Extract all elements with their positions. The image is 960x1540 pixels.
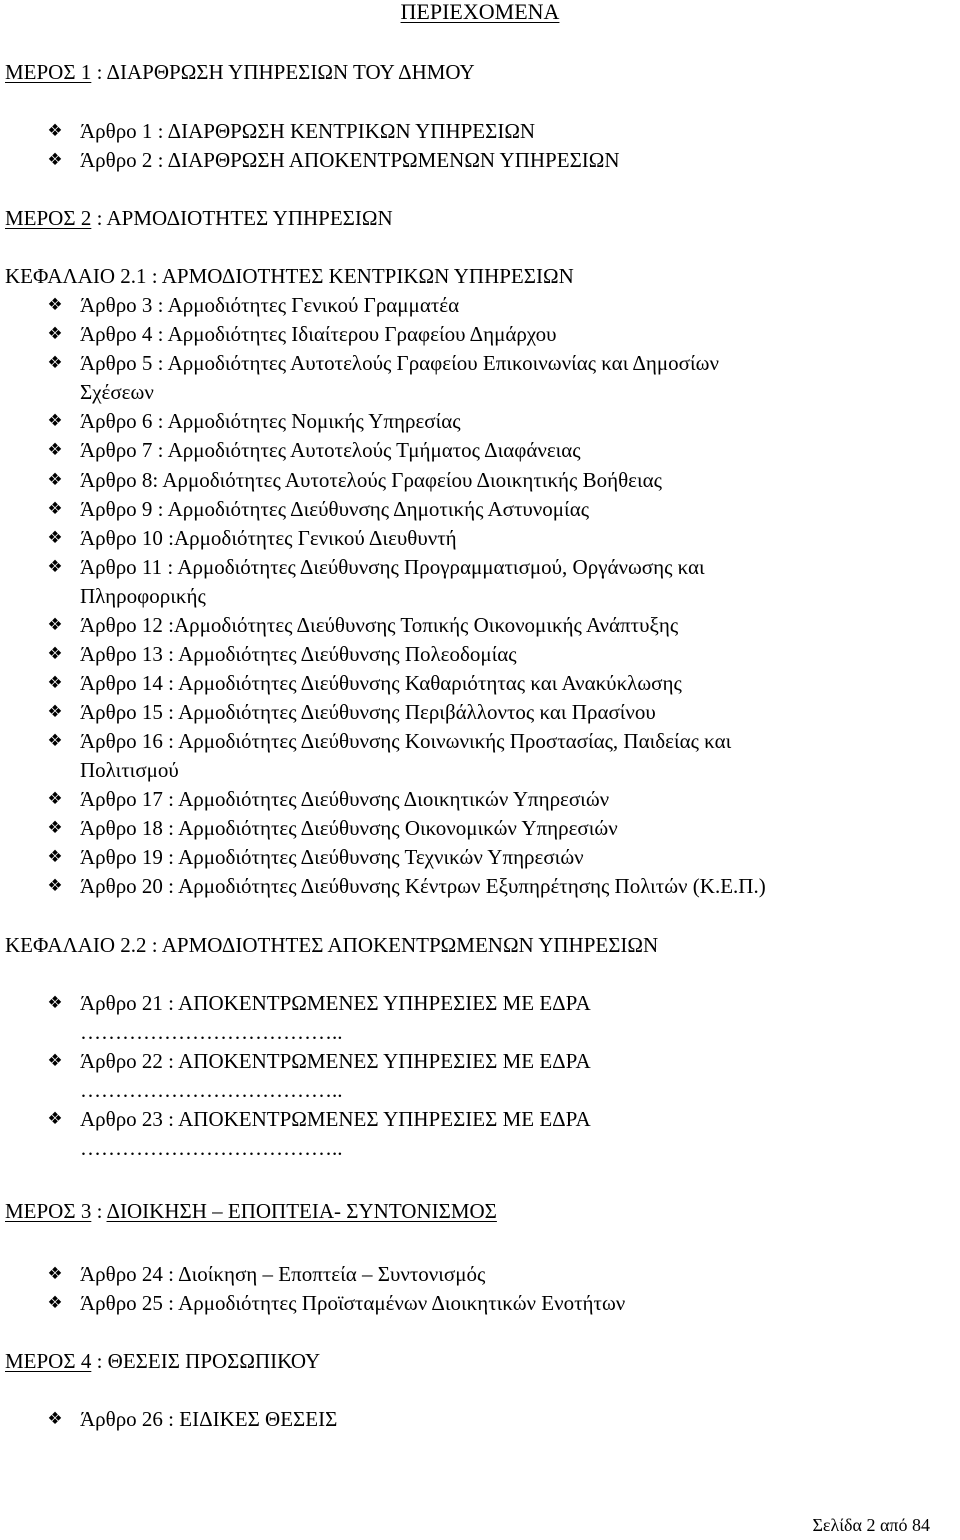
toc-entry-text: Άρθρο 19 : Αρμοδιότητες Διεύθυνσης Τεχνικών Υπηρεσιών (80, 845, 584, 869)
four-diamond-bullet-icon: ❖ (47, 324, 63, 344)
four-diamond-bullet-icon: ❖ (47, 702, 63, 722)
part-3-label: ΜΕΡΟΣ 3 (5, 1199, 92, 1223)
four-diamond-bullet-icon: ❖ (47, 295, 63, 315)
four-diamond-bullet-icon: ❖ (47, 1293, 63, 1313)
chapter-2-1-heading: ΚΕΦΑΛΑΙΟ 2.1 : ΑΡΜΟΔΙΟΤΗΤΕΣ ΚΕΝΤΡΙΚΩΝ ΥΠΗΡΕΣΙΩΝ (5, 264, 574, 288)
part-2-heading (5, 204, 393, 233)
four-diamond-bullet-icon: ❖ (47, 528, 63, 548)
part-2-title: : ΑΡΜΟΔΙΟΤΗΤΕΣ ΥΠΗΡΕΣΙΩΝ (91, 206, 393, 230)
toc-entry-text: Άρθρο 17 : Αρμοδιότητες Διεύθυνσης Διοικητικών Υπηρεσιών (80, 787, 610, 811)
toc-entry-text: Άρθρο 16 : Αρμοδιότητες Διεύθυνσης Κοινωνικής Προστασίας, Παιδείας και (80, 729, 732, 753)
toc-entry-leader-dots: ……………………………….. (80, 1078, 343, 1102)
toc-entry-text: Άρθρο 7 : Αρμοδιότητες Αυτοτελούς Τμήματος Διαφάνειας (80, 438, 581, 462)
toc-entry-text: Άρθρο 2 : ΔΙΑΡΘΡΩΣΗ ΑΠΟΚΕΝΤΡΩΜΕΝΩΝ ΥΠΗΡΕΣΙΩΝ (80, 148, 620, 172)
four-diamond-bullet-icon: ❖ (47, 673, 63, 693)
toc-entry-text: Άρθρο 10 :Αρμοδιότητες Γενικού Διευθυντή (80, 526, 457, 550)
four-diamond-bullet-icon: ❖ (47, 1264, 63, 1284)
toc-entry-text: Άρθρο 14 : Αρμοδιότητες Διεύθυνσης Καθαριότητας και Ανακύκλωσης (80, 671, 682, 695)
four-diamond-bullet-icon: ❖ (47, 993, 63, 1013)
toc-entry-text: Άρθρο 9 : Αρμοδιότητες Διεύθυνσης Δημοτικής Αστυνομίας (80, 497, 590, 521)
four-diamond-bullet-icon: ❖ (47, 150, 63, 170)
toc-entry-text: Άρθρο 5 : Αρμοδιότητες Αυτοτελούς Γραφείου Επικοινωνίας και Δημοσίων (80, 351, 719, 375)
part-1-heading (5, 58, 475, 87)
toc-entry-text: Άρθρο 26 : ΕΙΔΙΚΕΣ ΘΕΣΕΙΣ (80, 1407, 338, 1431)
part-4-label: ΜΕΡΟΣ 4 (5, 1349, 92, 1373)
toc-entry-text: Άρθρο 18 : Αρμοδιότητες Διεύθυνσης Οικονομικών Υπηρεσιών (80, 816, 618, 840)
four-diamond-bullet-icon: ❖ (47, 818, 63, 838)
page-number: Σελίδα 2 από 84 (812, 1515, 930, 1535)
toc-entry-text: Άρθρο 25 : Αρμοδιότητες Προϊσταμένων Διοικητικών Ενοτήτων (80, 1291, 626, 1315)
four-diamond-bullet-icon: ❖ (47, 499, 63, 519)
toc-entry-text: Άρθρο 12 :Αρμοδιότητες Διεύθυνσης Τοπικής Οικονομικής Ανάπτυξης (80, 613, 679, 637)
part-2-label: ΜΕΡΟΣ 2 (5, 206, 92, 230)
toc-entry-text: Άρθρο 22 : ΑΠΟΚΕΝΤΡΩΜΕΝΕΣ ΥΠΗΡΕΣΙΕΣ ΜΕ ΕΔΡΑ (80, 1049, 591, 1073)
part-1-label: ΜΕΡΟΣ 1 (5, 60, 92, 84)
part-3-separator: : (91, 1199, 107, 1223)
page-title: ΠΕΡΙΕΧΟΜΕΝΑ (400, 0, 560, 24)
part-3-title: ΔΙΟΙΚΗΣΗ – ΕΠΟΠΤΕΙΑ- ΣΥΝΤΟΝΙΣΜΟΣ (106, 1199, 497, 1223)
four-diamond-bullet-icon: ❖ (47, 615, 63, 635)
toc-entry-text: Άρθρο 11 : Αρμοδιότητες Διεύθυνσης Προγραμματισμού, Οργάνωσης και (80, 555, 705, 579)
four-diamond-bullet-icon: ❖ (47, 121, 63, 141)
four-diamond-bullet-icon: ❖ (47, 644, 63, 664)
four-diamond-bullet-icon: ❖ (47, 440, 63, 460)
chapter-2-2-heading: ΚΕΦΑΛΑΙΟ 2.2 : ΑΡΜΟΔΙΟΤΗΤΕΣ ΑΠΟΚΕΝΤΡΩΜΕΝΩΝ ΥΠΗΡΕΣΙΩΝ (5, 933, 659, 957)
part-4-heading (5, 1347, 320, 1376)
four-diamond-bullet-icon: ❖ (47, 353, 63, 373)
toc-entry-text: Άρθρο 20 : Αρμοδιότητες Διεύθυνσης Κέντρων Εξυπηρέτησης Πολιτών (Κ.Ε.Π.) (80, 874, 766, 898)
toc-entry-leader-dots: ……………………………….. (80, 1136, 343, 1160)
toc-entry-text: Άρθρο 13 : Αρμοδιότητες Διεύθυνσης Πολεοδομίας (80, 642, 517, 666)
toc-entry-text: Άρθρο 21 : ΑΠΟΚΕΝΤΡΩΜΕΝΕΣ ΥΠΗΡΕΣΙΕΣ ΜΕ ΕΔΡΑ (80, 991, 591, 1015)
toc-entry-text: Άρθρο 8: Αρμοδιότητες Αυτοτελούς Γραφείου Διοικητικής Βοήθειας (80, 468, 662, 492)
four-diamond-bullet-icon: ❖ (47, 557, 63, 577)
toc-entry-continuation: Πολιτισμού (80, 758, 179, 782)
four-diamond-bullet-icon: ❖ (47, 1409, 63, 1429)
toc-entry-text: Άρθρο 24 : Διοίκηση – Εποπτεία – Συντονισμός (80, 1262, 486, 1286)
four-diamond-bullet-icon: ❖ (47, 789, 63, 809)
toc-entry-text: Άρθρο 3 : Αρμοδιότητες Γενικού Γραμματέα (80, 293, 460, 317)
toc-entry-text: Αρθρο 23 : ΑΠΟΚΕΝΤΡΩΜΕΝΕΣ ΥΠΗΡΕΣΙΕΣ ΜΕ ΕΔΡΑ (80, 1107, 591, 1131)
four-diamond-bullet-icon: ❖ (47, 1109, 63, 1129)
toc-entry-continuation: Σχέσεων (80, 380, 154, 404)
toc-entry-text: Άρθρο 6 : Αρμοδιότητες Νομικής Υπηρεσίας (80, 409, 461, 433)
toc-entry-text: Άρθρο 1 : ΔΙΑΡΘΡΩΣΗ ΚΕΝΤΡΙΚΩΝ ΥΠΗΡΕΣΙΩΝ (80, 119, 536, 143)
four-diamond-bullet-icon: ❖ (47, 411, 63, 431)
part-4-title: : ΘΕΣΕΙΣ ΠΡΟΣΩΠΙΚΟΥ (91, 1349, 321, 1373)
part-1-title: : ΔΙΑΡΘΡΩΣΗ ΥΠΗΡΕΣΙΩΝ ΤΟΥ ΔΗΜΟΥ (91, 60, 475, 84)
four-diamond-bullet-icon: ❖ (47, 731, 63, 751)
four-diamond-bullet-icon: ❖ (47, 847, 63, 867)
four-diamond-bullet-icon: ❖ (47, 1051, 63, 1071)
toc-entry-leader-dots: ……………………………….. (80, 1020, 343, 1044)
toc-entry-continuation: Πληροφορικής (80, 584, 206, 608)
four-diamond-bullet-icon: ❖ (47, 470, 63, 490)
toc-entry-text: Άρθρο 4 : Αρμοδιότητες Ιδιαίτερου Γραφείου Δημάρχου (80, 322, 557, 346)
part-3-heading (5, 1197, 497, 1226)
four-diamond-bullet-icon: ❖ (47, 876, 63, 896)
toc-entry-text: Άρθρο 15 : Αρμοδιότητες Διεύθυνσης Περιβάλλοντος και Πρασίνου (80, 700, 656, 724)
